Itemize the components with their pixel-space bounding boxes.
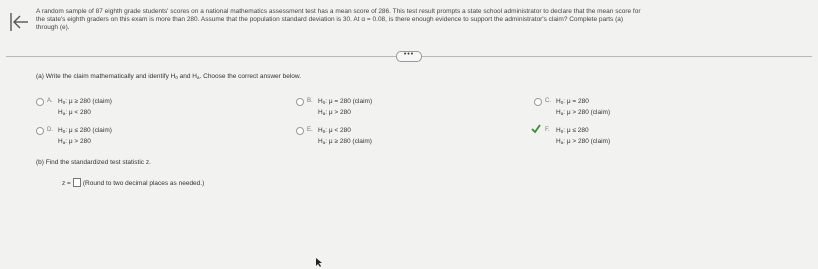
option-a-radio[interactable] <box>36 98 44 106</box>
part-a-prompt <box>36 73 301 80</box>
option-d-h0: $H_0$: μ ≤ 280 (claim) <box>58 127 112 134</box>
rounding-note: (Round to two decimal places as needed.) <box>82 180 205 187</box>
option-f-h0: $H_0$: μ ≤ 280 <box>556 127 589 134</box>
option-f-letter: F. <box>545 127 550 133</box>
option-e-h0: $H_0$: μ < 280 <box>318 127 351 134</box>
z-answer-row <box>62 178 204 187</box>
mouse-cursor-icon <box>316 258 322 267</box>
option-d-ha: $H_a$: μ > 280 <box>58 138 91 145</box>
ha-subscript: a <box>197 75 200 80</box>
part-a-text-prefix: (a) Write the claim mathematically and identify H <box>36 73 176 80</box>
part-a-text-suffix: . Choose the correct answer below. <box>199 73 302 80</box>
option-e-radio[interactable] <box>296 127 304 135</box>
option-e-ha: $H_a$: μ ≥ 280 (claim) <box>318 138 372 145</box>
part-b-prompt: (b) Find the standardized test statistic z. <box>36 159 151 166</box>
z-label: z = <box>62 180 71 187</box>
option-b-h0: $H_0$: μ = 280 (claim) <box>318 98 373 105</box>
option-e-letter: E. <box>307 127 313 133</box>
option-d-radio[interactable] <box>36 127 44 135</box>
option-a-letter: A. <box>47 98 53 104</box>
option-b-ha: $H_a$: μ > 280 <box>318 109 351 116</box>
option-c-h0: $H_0$: μ = 280 <box>556 98 589 105</box>
back-arrow-icon[interactable] <box>8 12 30 32</box>
problem-line-3: through (e). <box>36 24 70 31</box>
expand-button[interactable]: ••• <box>396 51 422 62</box>
checkmark-icon <box>531 124 541 134</box>
problem-statement <box>36 8 808 32</box>
option-a-ha: $H_a$: μ < 280 <box>58 109 91 116</box>
option-d-letter: D. <box>47 127 53 133</box>
part-a-text-mid: and H <box>177 73 197 80</box>
z-answer-input[interactable] <box>73 178 81 187</box>
problem-line-1: A random sample of 87 eighth grade students' scores on a national mathematics assessment test has a mean score of 286. This test result prompts a state school administrator to declare that the mean score for <box>36 8 641 15</box>
option-b-radio[interactable] <box>296 98 304 106</box>
option-f-ha: $H_a$: μ > 280 (claim) <box>556 138 611 145</box>
option-a-h0: $H_0$: μ ≥ 280 (claim) <box>58 98 112 105</box>
option-c-ha: $H_a$: μ > 280 (claim) <box>556 109 611 116</box>
option-c-radio[interactable] <box>534 98 542 106</box>
option-c-letter: C. <box>545 98 551 104</box>
problem-line-2: the state's eighth graders on this exam is more than 280. Assume that the population standard deviation is 30. At α = 0.08, is there enough evidence to support the administrator's claim? Complete parts (a) <box>36 16 624 23</box>
option-b-letter: B. <box>307 98 313 104</box>
h0-subscript: 0 <box>175 75 178 80</box>
